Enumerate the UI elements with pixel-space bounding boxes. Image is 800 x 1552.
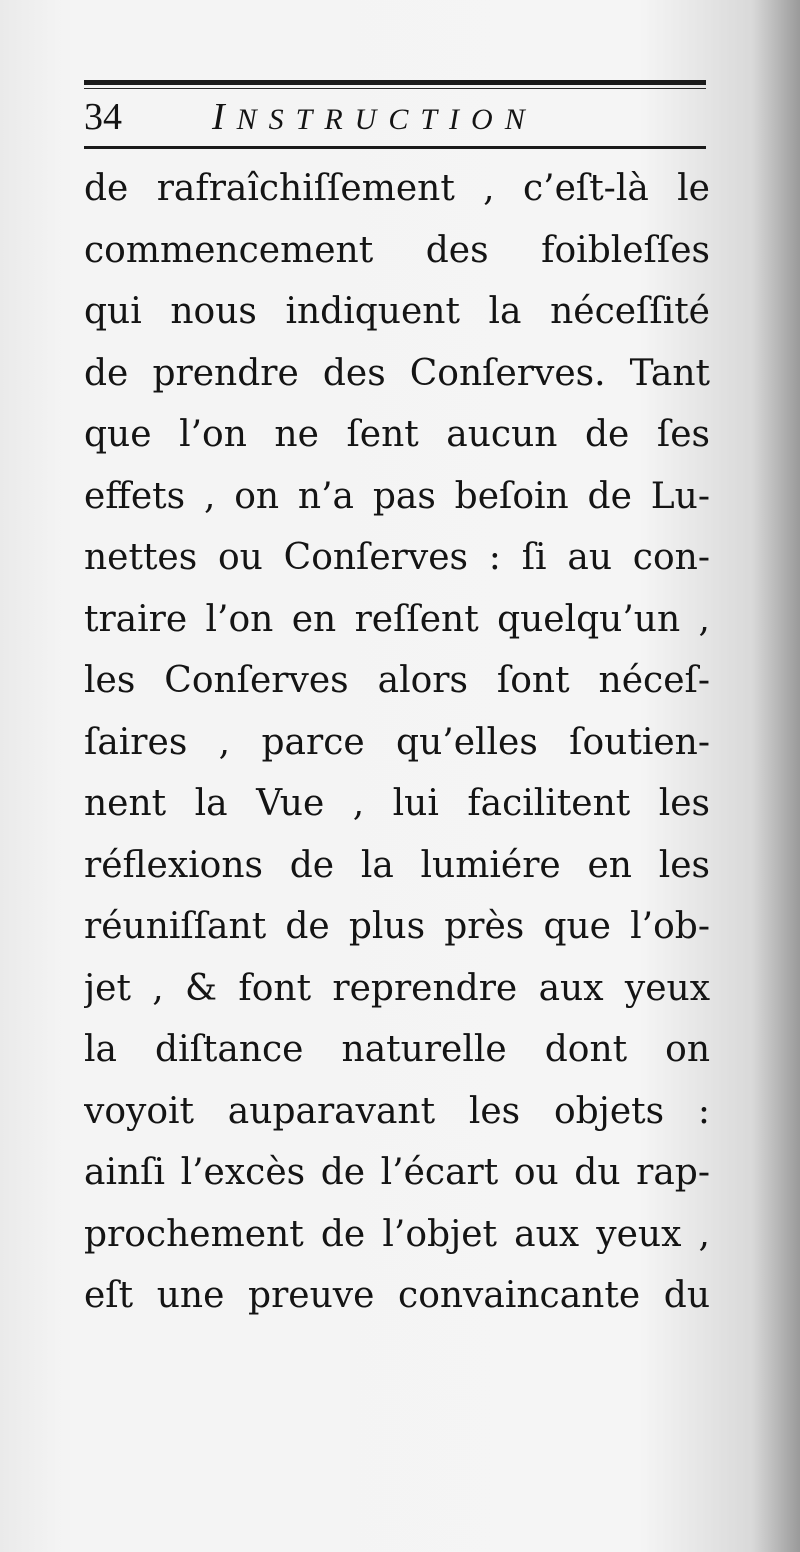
text-line-4: de prendre des Conſerves. Tant <box>84 352 710 394</box>
running-title <box>212 92 537 145</box>
running-header <box>84 92 706 142</box>
running-title-initial: I <box>212 96 237 138</box>
text-line-19: eſt une preuve convaincante du <box>84 1275 710 1316</box>
header-rule-thin <box>84 88 706 89</box>
text-line-15: la diſtance naturelle dont on <box>84 1029 710 1070</box>
text-line-1: de rafraîchiſſement , c’eſt-là le <box>84 168 710 209</box>
text-line-3: qui nous indiquent la néceſſité <box>84 291 710 332</box>
text-line-17: ainſi l’excès de l’écart ou du rap- <box>84 1152 710 1193</box>
text-line-18: prochement de l’objet aux yeux , <box>84 1213 710 1255</box>
text-line-9: les Conſerves alors ſont néceſ- <box>84 660 710 701</box>
body-text <box>84 158 724 1327</box>
text-line-7: nettes ou Conſerves : ſi au con- <box>84 537 710 578</box>
text-line-6: effets , on n’a pas beſoin de Lu- <box>84 475 710 517</box>
text-line-5: que l’on ne ſent aucun de ſes <box>84 414 710 455</box>
page-number: 34 <box>84 96 122 138</box>
text-line-2: commencement des foibleſſes <box>84 229 710 271</box>
header-rule-thick <box>84 80 706 85</box>
header-rule-bottom <box>84 146 706 149</box>
text-line-10: ſaires , parce qu’elles ſoutien- <box>84 721 710 763</box>
text-line-11: nent la Vue , lui facilitent les <box>84 783 710 824</box>
text-line-13: réuniſſant de plus près que l’ob- <box>84 906 710 947</box>
running-title-rest: NSTRUCTION <box>236 103 537 136</box>
text-line-14: jet , & font reprendre aux yeux <box>84 967 710 1009</box>
text-line-8: traire l’on en reſſent quelqu’un , <box>84 598 710 640</box>
text-line-12: réflexions de la lumiére en les <box>84 844 710 886</box>
text-line-16: voyoit auparavant les objets : <box>84 1090 710 1132</box>
